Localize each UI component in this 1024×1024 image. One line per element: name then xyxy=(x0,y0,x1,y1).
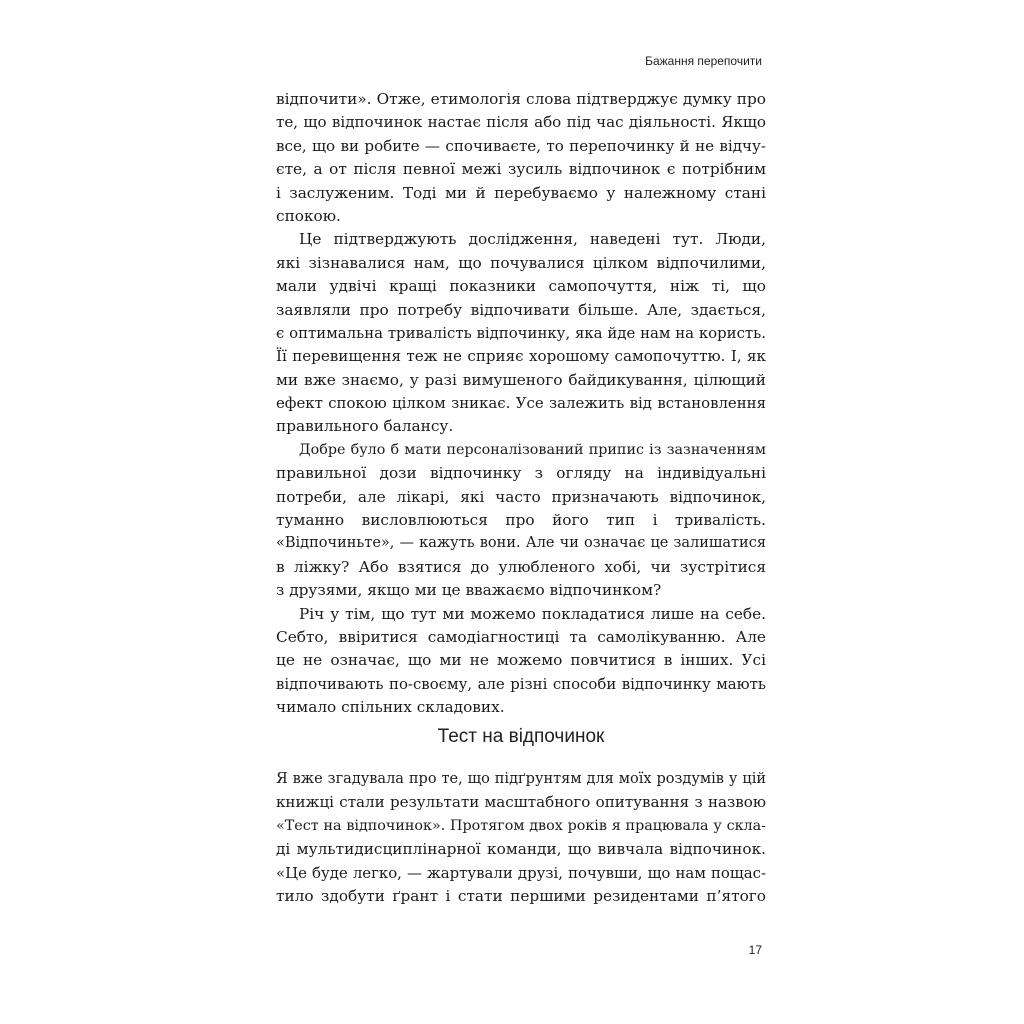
text-line: тило здобути ґрант і стати першими резидентами п’ятого xyxy=(276,886,766,905)
text-line: те, що відпочинок настає після або під час діяльності. Якщо xyxy=(276,113,766,132)
text-line: які зізнавалися нам, що почувалися цілком відпочилими, xyxy=(276,253,766,272)
paragraph-first-line: Річ у тім, що тут ми можемо покладатися лише на себе. xyxy=(299,604,766,623)
section-heading: Тест на відпочинок xyxy=(437,726,605,747)
text-line: є оптимальна тривалість відпочинку, яка йде нам на користь. xyxy=(276,323,766,342)
text-line: Я вже згадувала про те, що підґрунтям для моїх роздумів у цій xyxy=(276,771,766,787)
text-line: туманно висловлюються про його тип і тривалість. xyxy=(276,511,766,530)
text-line: відпочивають по-своєму, але різні способи відпочинку мають xyxy=(276,674,766,693)
text-line: ми вже знаємо, у разі вимушеного байдикування, цілющий xyxy=(276,370,766,389)
text-line: єте, а от після певної межі зусиль відпочинок є потрібним xyxy=(276,160,766,179)
text-line: з друзями, якщо ми це вважаємо відпочинком? xyxy=(276,581,662,600)
paragraph-first-line: Це підтверджують дослідження, наведені тут. Люди, xyxy=(299,230,766,249)
text-line: відпочити». Отже, етимологія слова підтверджує думку про xyxy=(276,90,766,108)
text-line: Себто, ввіритися самодіагностиці та самолікуванню. Але xyxy=(276,627,766,646)
text-line: правильного балансу. xyxy=(276,417,454,436)
running-head: Бажання перепочити xyxy=(645,54,762,68)
page-number: 17 xyxy=(748,943,762,957)
text-line: потреби, але лікарі, які часто призначають відпочинок, xyxy=(276,487,766,506)
section-text xyxy=(276,768,766,908)
body-text xyxy=(276,88,766,720)
text-line: це не означає, що ми не можемо повчитися в інших. Усі xyxy=(276,651,766,670)
text-line: книжці стали результати масштабного опитування з назвою xyxy=(276,793,766,812)
text-line: мали удвічі кращі показники самопочуття, ніж ті, що xyxy=(276,277,766,296)
text-line: ефект спокою цілком зникає. Усе залежить від встановлення xyxy=(276,394,766,413)
text-line: «Тест на відпочинок». Протягом двох років я працювала у скла- xyxy=(276,817,766,834)
text-line: заявляли про потребу відпочивати більше. Але, здається, xyxy=(276,300,766,319)
text-line: «Відпочиньте», — кажуть вони. Але чи означає це залишатися xyxy=(276,535,766,552)
text-line: і заслуженим. Тоді ми й перебуваємо у належному стані xyxy=(276,183,766,202)
text-line: все, що ви робите — спочиваєте, то перепочинку й не відчу- xyxy=(276,136,766,155)
paragraph-first-line: Добре було б мати персоналізований припис із зазначенням xyxy=(299,441,766,458)
text-line: Її перевищення теж не сприяє хорошому самопочуттю. І, як xyxy=(276,347,766,366)
text-line: ді мультидисциплінарної команди, що вивчала відпочинок. xyxy=(276,840,766,859)
text-line: правильної дози відпочинку з огляду на індивідуальні xyxy=(276,464,766,483)
text-line: «Це буде легко, — жартували друзі, почувши, що нам пощас- xyxy=(276,863,766,882)
text-line: в ліжку? Або взятися до улюбленого хобі, чи зустрітися xyxy=(276,557,766,576)
text-line: спокою. xyxy=(276,206,341,225)
text-line: чимало спільних складових. xyxy=(276,698,505,717)
